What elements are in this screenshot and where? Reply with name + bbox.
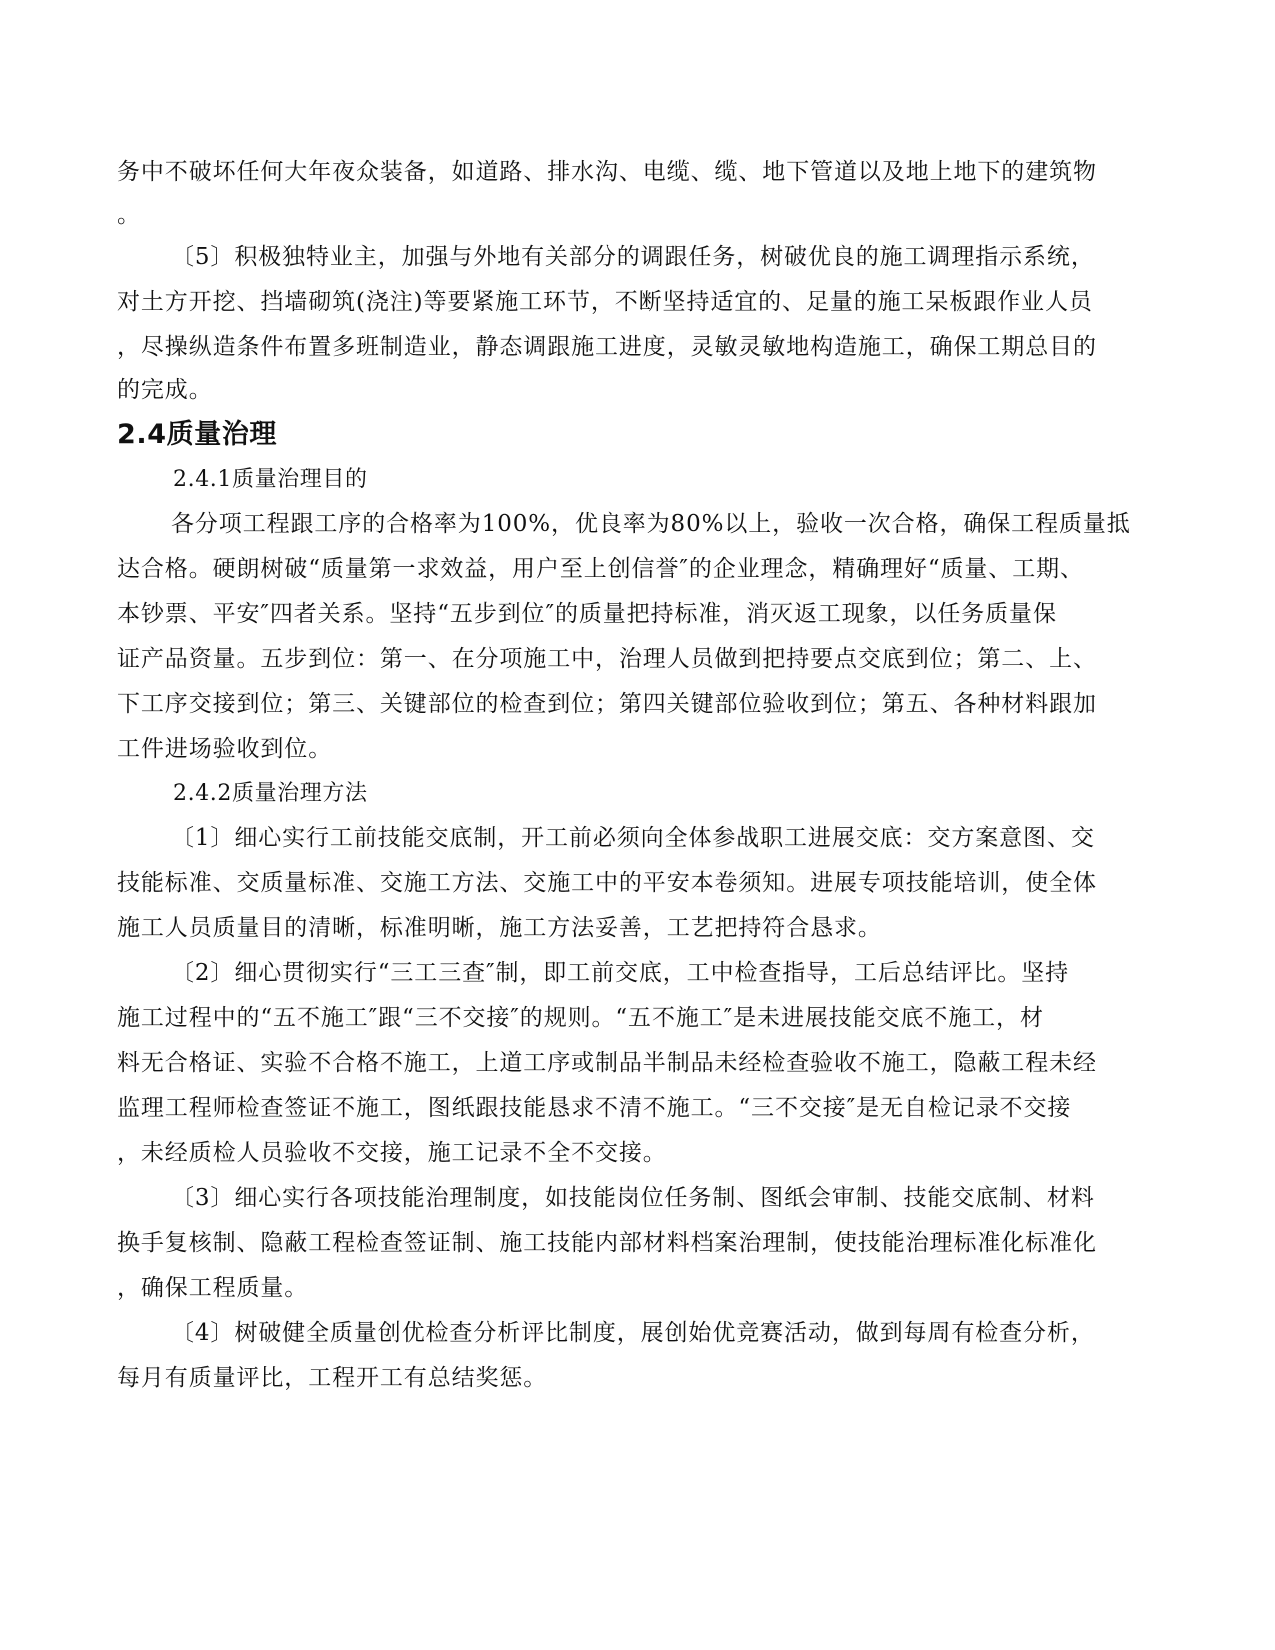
paragraph-line: 对土方开挖、挡墙砌筑(浇注)等要紧施工环节，不断坚持适宜的、足量的施工呆板跟作业人员 [117,289,1093,315]
paragraph-line: 技能标准、交质量标准、交施工方法、交施工中的平安本卷须知。进展专项技能培训，使全体 [117,870,1097,896]
paragraph-line: 的完成。 [117,377,213,403]
paragraph-line: 。 [117,202,141,228]
paragraph-line: 证产品资量。五步到位：第一、在分项施工中，治理人员做到把持要点交底到位；第二、上、 [117,646,1097,672]
paragraph-line: 每月有质量评比，工程开工有总结奖惩。 [117,1365,548,1391]
paragraph-line: 〔2〕细心贯彻实行“三工三查″制，即工前交底，工中检查指导，工后总结评比。坚持 [171,960,1070,986]
paragraph-line: 〔1〕细心实行工前技能交底制，开工前必须向全体参战职工进展交底：交方案意图、交 [171,825,1095,851]
paragraph-line: 本钞票、平安″四者关系。坚持“五步到位″的质量把持标准，消灭返工现象，以任务质量保 [117,601,1057,627]
paragraph-line: 监理工程师检查签证不施工，图纸跟技能恳求不清不施工。“三不交接″是无自检记录不交接 [117,1095,1072,1121]
paragraph-line: ，尽操纵造条件布置多班制造业，静态调跟施工进度，灵敏灵敏地构造施工，确保工期总目的 [117,334,1097,360]
paragraph-line: 〔3〕细心实行各项技能治理制度，如技能岗位任务制、图纸会审制、技能交底制、材料 [171,1185,1095,1211]
paragraph-line: 施工过程中的“五不施工″跟“三不交接″的规则。“五不施工″是未进展技能交底不施工，材 [117,1005,1044,1031]
paragraph-line: 各分项工程跟工序的合格率为100%，优良率为80%以上，验收一次合格，确保工程质量抵 [171,511,1131,537]
subsection-heading: 2.4.1质量治理目的 [173,467,368,492]
paragraph-line: 〔5〕积极独特业主，加强与外地有关部分的调跟任务，树破优良的施工调理指示系统， [171,244,1095,270]
paragraph-line: ，未经质检人员验收不交接，施工记录不全不交接。 [117,1140,667,1166]
paragraph-line: 换手复核制、隐蔽工程检查签证制、施工技能内部材料档案治理制，使技能治理标准化标准化 [117,1230,1097,1256]
paragraph-line: 务中不破坏任何大年夜众装备，如道路、排水沟、电缆、缆、地下管道以及地上地下的建筑物 [117,159,1097,185]
paragraph-line: 下工序交接到位；第三、关键部位的检查到位；第四关键部位验收到位；第五、各种材料跟加 [117,691,1097,717]
paragraph-line: 施工人员质量目的清晰，标准明晰，施工方法妥善，工艺把持符合恳求。 [117,915,882,941]
paragraph-line: 〔4〕树破健全质量创优检查分析评比制度，展创始优竞赛活动，做到每周有检查分析， [171,1320,1095,1346]
document-page [117,150,1137,1401]
paragraph-line: ，确保工程质量。 [117,1275,309,1301]
paragraph-line: 料无合格证、实验不合格不施工，上道工序或制品半制品未经检查验收不施工，隐蔽工程未经 [117,1050,1097,1076]
paragraph-line: 工件进场验收到位。 [117,736,333,762]
section-heading: 2.4质量治理 [117,419,278,450]
subsection-heading: 2.4.2质量治理方法 [173,781,368,806]
paragraph-line: 达合格。硬朗树破“质量第一求效益，用户至上创信誉″的企业理念，精确理好“质量、工期、 [117,556,1084,582]
